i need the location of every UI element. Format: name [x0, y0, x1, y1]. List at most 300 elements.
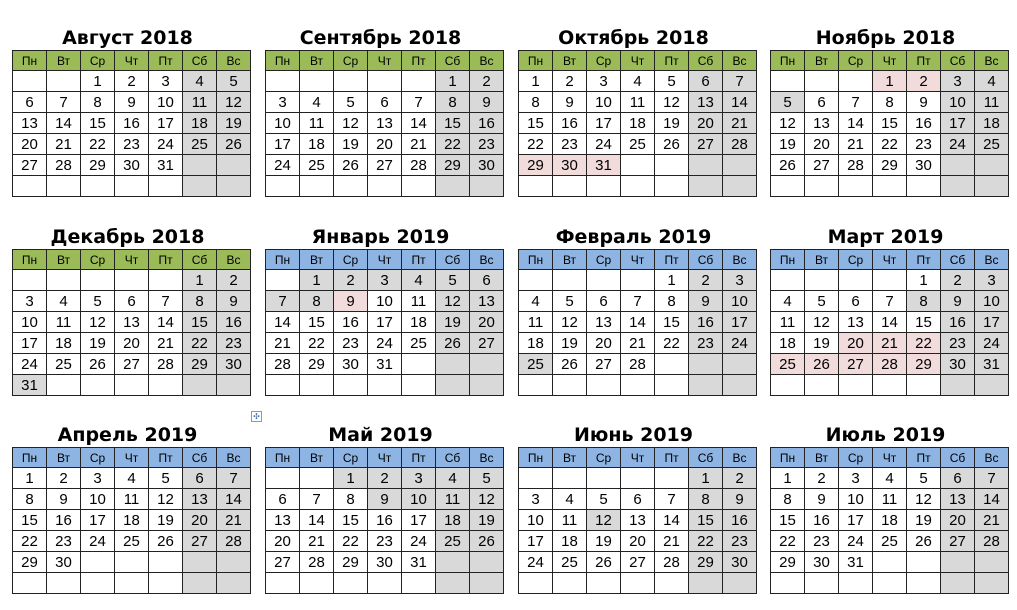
day-cell: 25 — [115, 531, 149, 552]
day-cell: 5 — [436, 270, 470, 291]
weekday-header: Ср — [81, 51, 115, 71]
weekday-header: Сб — [436, 250, 470, 270]
day-cell: 11 — [47, 312, 81, 333]
day-cell: 9 — [553, 92, 587, 113]
empty-cell — [368, 573, 402, 594]
day-cell: 10 — [368, 291, 402, 312]
day-cell: 12 — [436, 291, 470, 312]
weekday-header: Сб — [436, 448, 470, 468]
weekday-header: Сб — [183, 250, 217, 270]
weekday-header: Вт — [300, 51, 334, 71]
day-cell: 10 — [149, 92, 183, 113]
empty-cell — [436, 573, 470, 594]
day-cell: 31 — [13, 375, 47, 396]
day-cell: 17 — [723, 312, 757, 333]
day-cell: 22 — [689, 531, 723, 552]
day-cell: 17 — [519, 531, 553, 552]
empty-cell — [402, 573, 436, 594]
day-cell: 19 — [436, 312, 470, 333]
day-cell: 22 — [334, 531, 368, 552]
empty-cell — [183, 176, 217, 197]
day-cell: 24 — [368, 333, 402, 354]
weekday-header: Чт — [115, 448, 149, 468]
day-cell: 2 — [217, 270, 251, 291]
empty-cell — [941, 176, 975, 197]
weekday-header: Пн — [13, 250, 47, 270]
empty-cell — [553, 270, 587, 291]
weekday-header: Пн — [266, 448, 300, 468]
day-cell: 6 — [115, 291, 149, 312]
day-cell: 27 — [941, 531, 975, 552]
weekday-header: Сб — [689, 250, 723, 270]
day-cell: 30 — [805, 552, 839, 573]
day-cell: 17 — [81, 510, 115, 531]
day-cell: 2 — [805, 468, 839, 489]
day-cell: 21 — [873, 333, 907, 354]
day-cell: 6 — [805, 92, 839, 113]
empty-cell — [13, 176, 47, 197]
day-cell: 12 — [587, 510, 621, 531]
day-cell: 2 — [115, 71, 149, 92]
day-cell: 24 — [519, 552, 553, 573]
day-cell: 9 — [47, 489, 81, 510]
day-cell: 23 — [115, 134, 149, 155]
empty-cell — [300, 176, 334, 197]
month-grid — [265, 249, 504, 396]
day-cell: 21 — [217, 510, 251, 531]
day-cell: 20 — [470, 312, 504, 333]
day-cell: 7 — [266, 291, 300, 312]
empty-cell — [115, 176, 149, 197]
day-cell: 21 — [300, 531, 334, 552]
empty-cell — [689, 155, 723, 176]
day-cell: 1 — [334, 468, 368, 489]
day-cell: 18 — [402, 312, 436, 333]
day-cell: 8 — [81, 92, 115, 113]
empty-cell — [300, 71, 334, 92]
day-cell: 26 — [81, 354, 115, 375]
empty-cell — [436, 552, 470, 573]
empty-cell — [266, 573, 300, 594]
day-cell: 6 — [13, 92, 47, 113]
day-cell: 14 — [975, 489, 1009, 510]
empty-cell — [975, 155, 1009, 176]
day-cell: 29 — [873, 155, 907, 176]
day-cell: 26 — [470, 531, 504, 552]
day-cell: 27 — [266, 552, 300, 573]
day-cell: 29 — [13, 552, 47, 573]
day-cell: 13 — [470, 291, 504, 312]
weekday-header: Вс — [975, 51, 1009, 71]
weekday-header: Пт — [149, 51, 183, 71]
day-cell: 11 — [771, 312, 805, 333]
day-cell: 25 — [300, 155, 334, 176]
weekday-header: Чт — [368, 250, 402, 270]
day-cell: 29 — [519, 155, 553, 176]
day-cell: 15 — [81, 113, 115, 134]
day-cell: 31 — [587, 155, 621, 176]
day-cell: 1 — [873, 71, 907, 92]
day-cell: 13 — [839, 312, 873, 333]
day-cell: 16 — [723, 510, 757, 531]
day-cell: 21 — [839, 134, 873, 155]
month-title: Август 2018 — [62, 27, 193, 49]
day-cell: 28 — [975, 531, 1009, 552]
weekday-header: Вс — [723, 51, 757, 71]
empty-cell — [941, 375, 975, 396]
day-cell: 7 — [655, 489, 689, 510]
day-cell: 16 — [217, 312, 251, 333]
weekday-header: Вт — [553, 51, 587, 71]
day-cell: 5 — [907, 468, 941, 489]
empty-cell — [771, 270, 805, 291]
day-cell: 1 — [771, 468, 805, 489]
empty-cell — [115, 375, 149, 396]
empty-cell — [81, 270, 115, 291]
weekday-header: Пт — [402, 250, 436, 270]
month-grid — [12, 447, 251, 594]
day-cell: 18 — [300, 134, 334, 155]
day-cell: 21 — [621, 333, 655, 354]
day-cell: 3 — [519, 489, 553, 510]
day-cell: 21 — [655, 531, 689, 552]
day-cell: 29 — [436, 155, 470, 176]
weekday-header: Ср — [334, 448, 368, 468]
day-cell: 20 — [689, 113, 723, 134]
day-cell: 14 — [266, 312, 300, 333]
day-cell: 9 — [115, 92, 149, 113]
empty-cell — [470, 552, 504, 573]
day-cell: 19 — [149, 510, 183, 531]
day-cell: 20 — [13, 134, 47, 155]
day-cell: 26 — [587, 552, 621, 573]
weekday-header: Пн — [13, 51, 47, 71]
day-cell: 7 — [723, 71, 757, 92]
day-cell: 12 — [470, 489, 504, 510]
weekday-header: Пт — [149, 448, 183, 468]
day-cell: 3 — [266, 92, 300, 113]
day-cell: 27 — [115, 354, 149, 375]
empty-cell — [436, 375, 470, 396]
empty-cell — [519, 573, 553, 594]
day-cell: 18 — [519, 333, 553, 354]
day-cell: 23 — [553, 134, 587, 155]
day-cell: 11 — [115, 489, 149, 510]
day-cell: 6 — [183, 468, 217, 489]
weekday-header: Ср — [81, 250, 115, 270]
weekday-header: Чт — [621, 448, 655, 468]
day-cell: 31 — [839, 552, 873, 573]
day-cell: 22 — [873, 134, 907, 155]
month-title: Февраль 2019 — [555, 226, 712, 248]
day-cell: 15 — [436, 113, 470, 134]
day-cell: 1 — [13, 468, 47, 489]
month-grid — [770, 249, 1009, 396]
day-cell: 13 — [115, 312, 149, 333]
day-cell: 16 — [689, 312, 723, 333]
day-cell: 10 — [81, 489, 115, 510]
day-cell: 27 — [368, 155, 402, 176]
month-grid — [770, 447, 1009, 594]
empty-cell — [149, 573, 183, 594]
weekday-header: Вт — [805, 250, 839, 270]
empty-cell — [621, 155, 655, 176]
day-cell: 16 — [941, 312, 975, 333]
empty-cell — [436, 176, 470, 197]
empty-cell — [941, 155, 975, 176]
day-cell: 14 — [149, 312, 183, 333]
weekday-header: Чт — [873, 51, 907, 71]
month-grid — [265, 447, 504, 594]
day-cell: 27 — [13, 155, 47, 176]
day-cell: 5 — [587, 489, 621, 510]
empty-cell — [621, 375, 655, 396]
day-cell: 30 — [368, 552, 402, 573]
empty-cell — [183, 573, 217, 594]
empty-cell — [334, 573, 368, 594]
day-cell: 20 — [621, 531, 655, 552]
weekday-header: Вс — [723, 448, 757, 468]
day-cell: 22 — [771, 531, 805, 552]
weekday-header: Сб — [941, 250, 975, 270]
day-cell: 7 — [217, 468, 251, 489]
day-cell: 13 — [587, 312, 621, 333]
day-cell: 23 — [723, 531, 757, 552]
weekday-header: Пт — [907, 250, 941, 270]
day-cell: 16 — [805, 510, 839, 531]
weekday-header: Ср — [839, 448, 873, 468]
weekday-header: Пн — [266, 250, 300, 270]
day-cell: 14 — [217, 489, 251, 510]
empty-cell — [655, 155, 689, 176]
day-cell: 1 — [183, 270, 217, 291]
weekday-header: Пн — [519, 448, 553, 468]
empty-cell — [519, 176, 553, 197]
day-cell: 22 — [81, 134, 115, 155]
weekday-header: Ср — [587, 250, 621, 270]
day-cell: 17 — [266, 134, 300, 155]
day-cell: 23 — [217, 333, 251, 354]
day-cell: 6 — [266, 489, 300, 510]
day-cell: 26 — [907, 531, 941, 552]
empty-cell — [655, 176, 689, 197]
day-cell: 2 — [368, 468, 402, 489]
empty-cell — [723, 155, 757, 176]
weekday-header: Вс — [975, 250, 1009, 270]
weekday-header: Чт — [368, 448, 402, 468]
day-cell: 3 — [587, 71, 621, 92]
day-cell: 6 — [587, 291, 621, 312]
empty-cell — [183, 155, 217, 176]
day-cell: 25 — [436, 531, 470, 552]
weekday-header: Вт — [805, 51, 839, 71]
empty-cell — [300, 573, 334, 594]
day-cell: 23 — [907, 134, 941, 155]
weekday-header: Пн — [771, 448, 805, 468]
empty-cell — [217, 176, 251, 197]
empty-cell — [873, 176, 907, 197]
day-cell: 7 — [839, 92, 873, 113]
empty-cell — [771, 375, 805, 396]
day-cell: 6 — [839, 291, 873, 312]
day-cell: 8 — [183, 291, 217, 312]
day-cell: 20 — [587, 333, 621, 354]
day-cell: 12 — [334, 113, 368, 134]
day-cell: 26 — [217, 134, 251, 155]
weekday-header: Пт — [402, 448, 436, 468]
empty-cell — [975, 573, 1009, 594]
empty-cell — [368, 71, 402, 92]
empty-cell — [47, 71, 81, 92]
empty-cell — [402, 375, 436, 396]
day-cell: 17 — [149, 113, 183, 134]
empty-cell — [470, 573, 504, 594]
empty-cell — [47, 375, 81, 396]
day-cell: 29 — [771, 552, 805, 573]
empty-cell — [723, 573, 757, 594]
empty-cell — [436, 354, 470, 375]
empty-cell — [975, 552, 1009, 573]
empty-cell — [300, 468, 334, 489]
weekday-header: Ср — [587, 448, 621, 468]
weekday-header: Вс — [217, 448, 251, 468]
weekday-header: Пн — [519, 250, 553, 270]
day-cell: 18 — [183, 113, 217, 134]
month-title: Сентябрь 2018 — [299, 27, 462, 49]
empty-cell — [723, 354, 757, 375]
day-cell: 21 — [402, 134, 436, 155]
empty-cell — [723, 176, 757, 197]
day-cell: 17 — [368, 312, 402, 333]
empty-cell — [266, 71, 300, 92]
day-cell: 3 — [839, 468, 873, 489]
day-cell: 22 — [13, 531, 47, 552]
day-cell: 8 — [300, 291, 334, 312]
day-cell: 25 — [183, 134, 217, 155]
month-title: Май 2019 — [328, 424, 433, 446]
empty-cell — [47, 270, 81, 291]
day-cell: 2 — [941, 270, 975, 291]
day-cell: 2 — [553, 71, 587, 92]
empty-cell — [470, 176, 504, 197]
month-grid — [518, 447, 757, 594]
empty-cell — [519, 375, 553, 396]
day-cell: 15 — [334, 510, 368, 531]
day-cell: 2 — [723, 468, 757, 489]
day-cell: 25 — [553, 552, 587, 573]
weekday-header: Сб — [689, 51, 723, 71]
day-cell: 19 — [805, 333, 839, 354]
day-cell: 25 — [771, 354, 805, 375]
empty-cell — [689, 573, 723, 594]
day-cell: 10 — [266, 113, 300, 134]
day-cell: 19 — [587, 531, 621, 552]
weekday-header: Ср — [587, 51, 621, 71]
day-cell: 5 — [805, 291, 839, 312]
day-cell: 29 — [334, 552, 368, 573]
day-cell: 28 — [621, 354, 655, 375]
day-cell: 29 — [183, 354, 217, 375]
empty-cell — [183, 552, 217, 573]
day-cell: 28 — [149, 354, 183, 375]
day-cell: 16 — [470, 113, 504, 134]
day-cell: 15 — [689, 510, 723, 531]
day-cell: 22 — [519, 134, 553, 155]
day-cell: 11 — [553, 510, 587, 531]
weekday-header: Вт — [47, 448, 81, 468]
day-cell: 12 — [217, 92, 251, 113]
empty-cell — [266, 270, 300, 291]
day-cell: 24 — [149, 134, 183, 155]
empty-cell — [587, 176, 621, 197]
month-title: Октябрь 2018 — [558, 27, 709, 49]
day-cell: 8 — [13, 489, 47, 510]
weekday-header: Вт — [300, 250, 334, 270]
day-cell: 10 — [839, 489, 873, 510]
day-cell: 11 — [873, 489, 907, 510]
day-cell: 12 — [81, 312, 115, 333]
day-cell: 17 — [13, 333, 47, 354]
month-grid — [12, 249, 251, 396]
empty-cell — [805, 375, 839, 396]
empty-cell — [907, 176, 941, 197]
day-cell: 6 — [621, 489, 655, 510]
day-cell: 29 — [689, 552, 723, 573]
day-cell: 4 — [771, 291, 805, 312]
day-cell: 1 — [907, 270, 941, 291]
day-cell: 30 — [217, 354, 251, 375]
empty-cell — [115, 270, 149, 291]
day-cell: 9 — [941, 291, 975, 312]
month-grid — [265, 50, 504, 197]
day-cell: 24 — [839, 531, 873, 552]
day-cell: 8 — [436, 92, 470, 113]
month-grid — [12, 50, 251, 197]
day-cell: 23 — [334, 333, 368, 354]
weekday-header: Сб — [436, 51, 470, 71]
empty-cell — [470, 354, 504, 375]
month-title: Январь 2019 — [311, 226, 450, 248]
weekday-header: Чт — [115, 51, 149, 71]
day-cell: 25 — [47, 354, 81, 375]
weekday-header: Вт — [47, 51, 81, 71]
day-cell: 4 — [553, 489, 587, 510]
weekday-header: Вт — [47, 250, 81, 270]
day-cell: 20 — [805, 134, 839, 155]
day-cell: 15 — [907, 312, 941, 333]
empty-cell — [873, 552, 907, 573]
day-cell: 28 — [47, 155, 81, 176]
day-cell: 21 — [149, 333, 183, 354]
day-cell: 17 — [587, 113, 621, 134]
empty-cell — [805, 176, 839, 197]
empty-cell — [907, 552, 941, 573]
empty-cell — [266, 375, 300, 396]
table-move-handle-icon[interactable]: ✣ — [251, 411, 262, 422]
day-cell: 23 — [805, 531, 839, 552]
day-cell: 10 — [941, 92, 975, 113]
day-cell: 7 — [975, 468, 1009, 489]
day-cell: 25 — [621, 134, 655, 155]
weekday-header: Чт — [873, 250, 907, 270]
day-cell: 20 — [368, 134, 402, 155]
day-cell: 19 — [334, 134, 368, 155]
empty-cell — [621, 176, 655, 197]
day-cell: 18 — [47, 333, 81, 354]
day-cell: 23 — [470, 134, 504, 155]
day-cell: 25 — [519, 354, 553, 375]
weekday-header: Ср — [334, 51, 368, 71]
